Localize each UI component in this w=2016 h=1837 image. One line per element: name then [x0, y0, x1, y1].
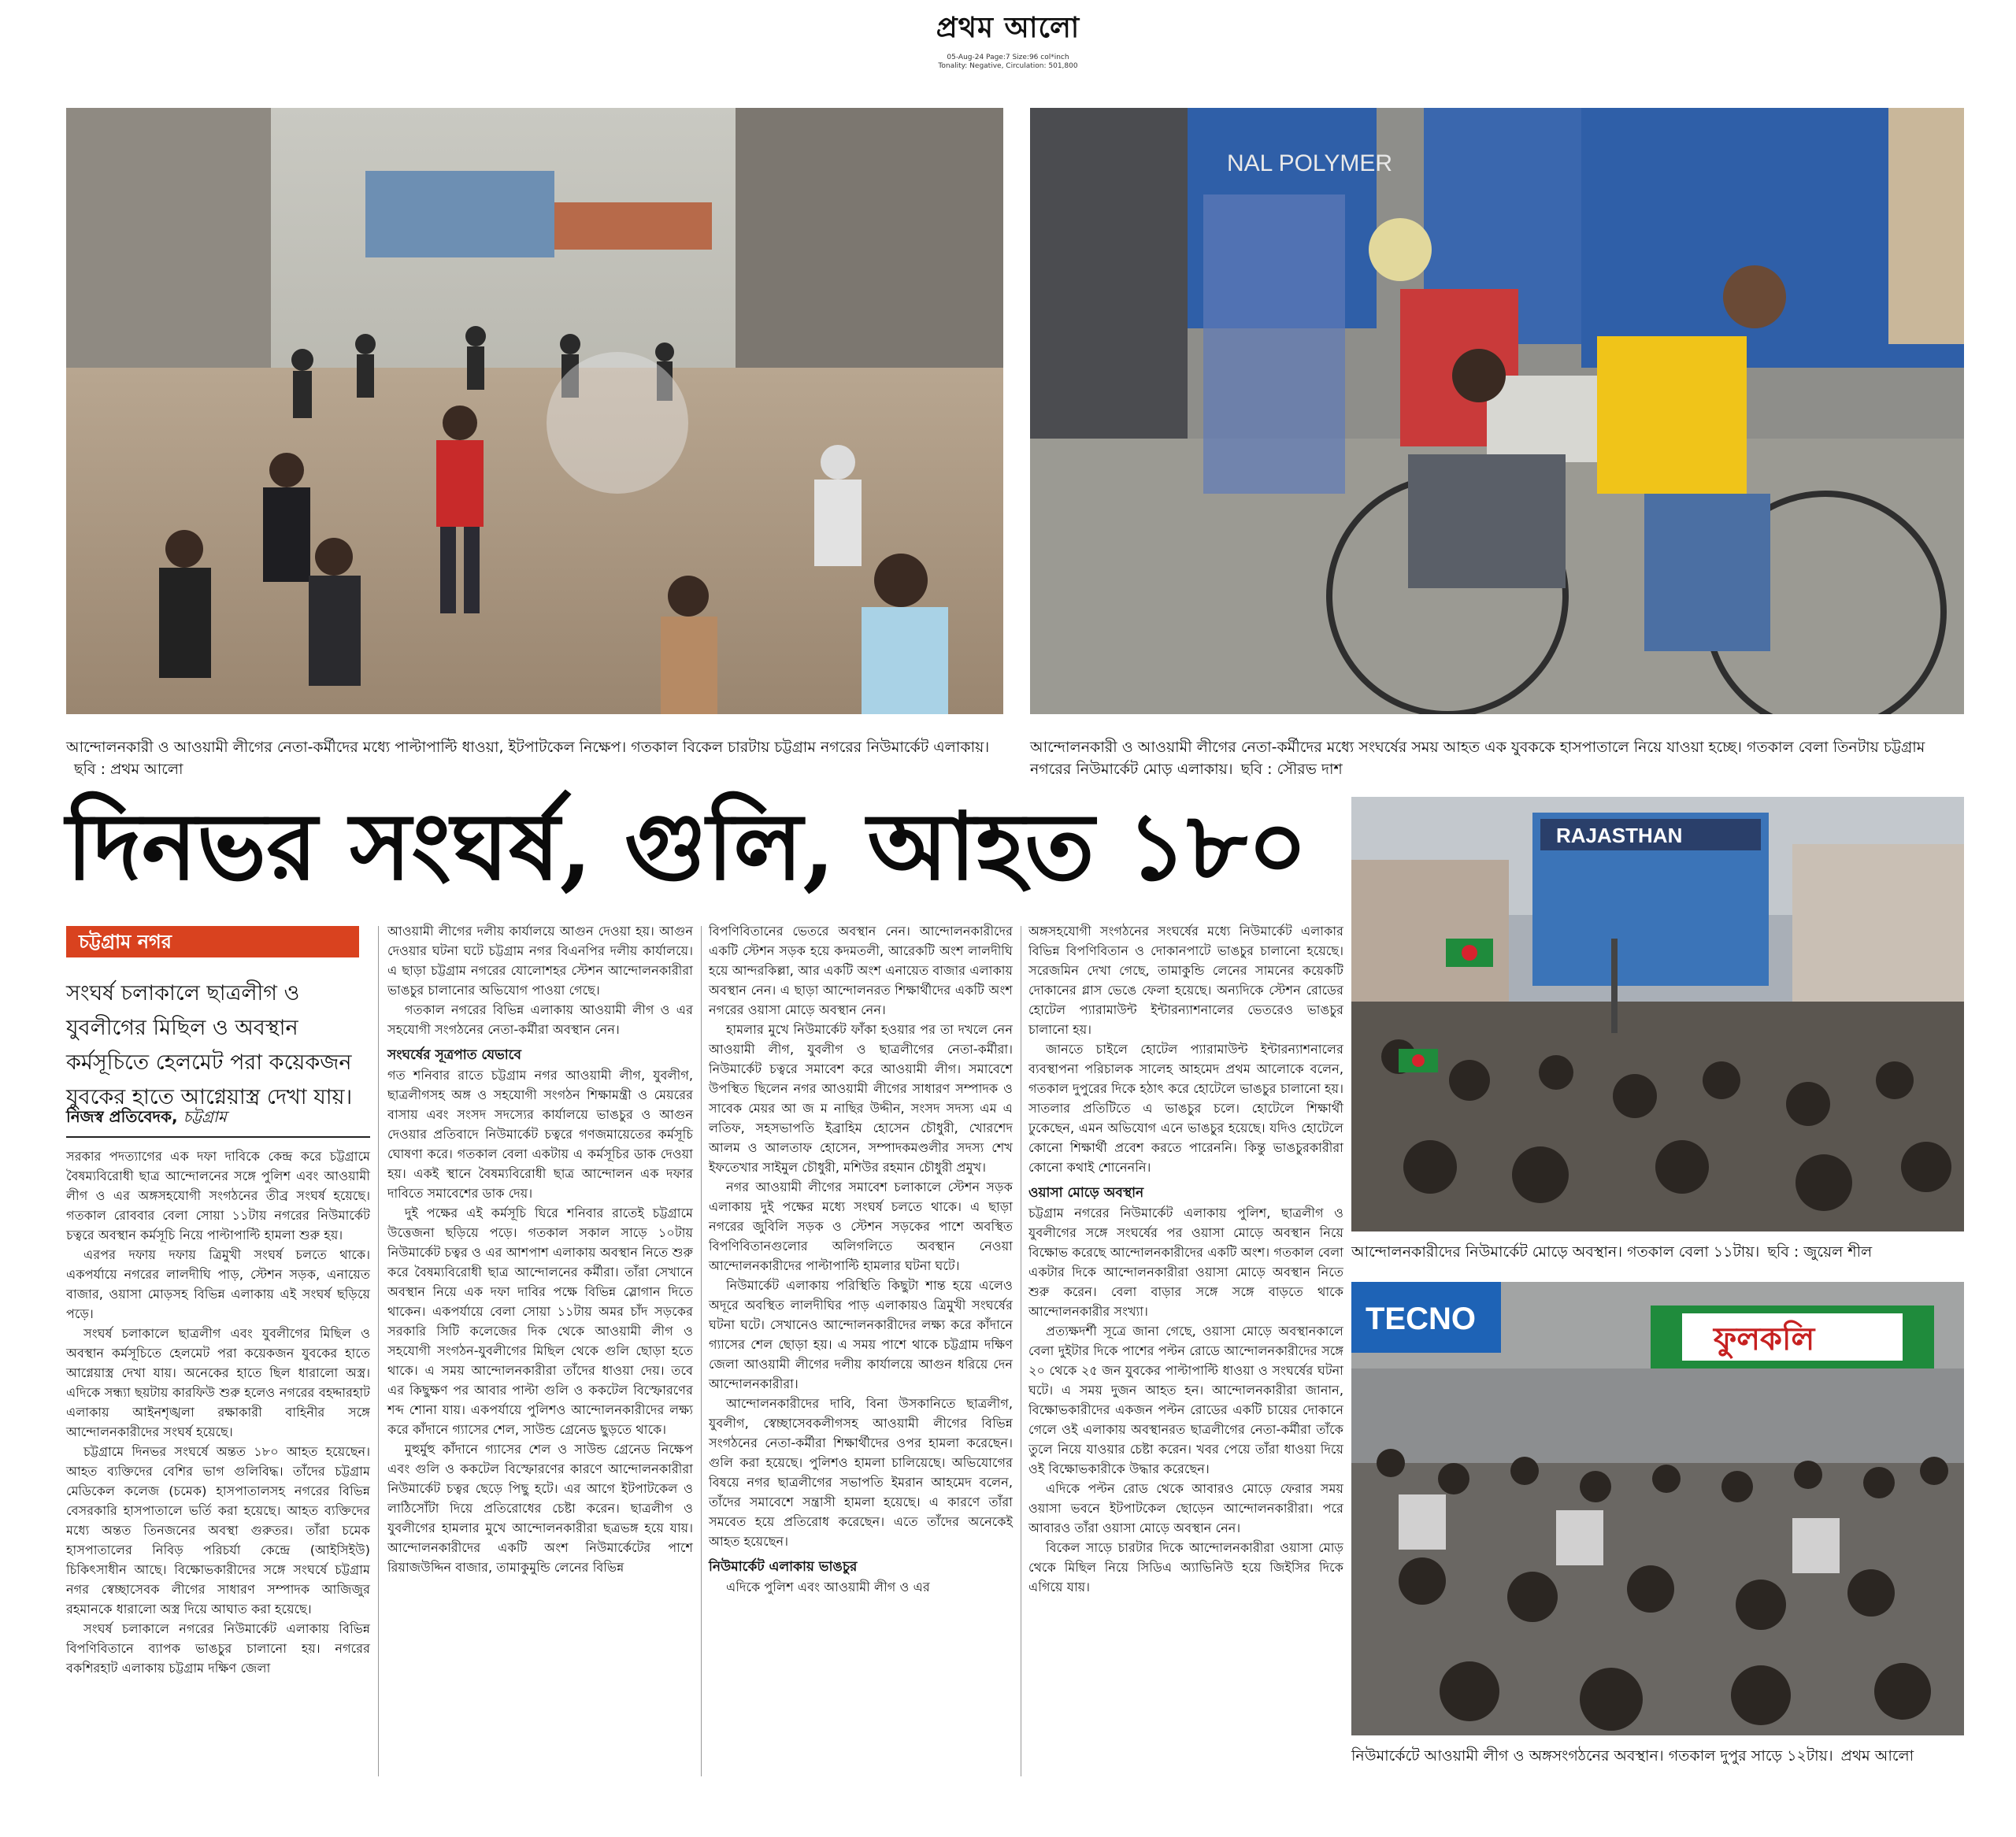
photo-newmarket-crowd: [1351, 797, 1964, 1231]
paragraph: আওয়ামী লীগের দলীয় কার্যালয়ে আগুন দেওয়া হয়। আগুন দেওয়ার ঘটনা ঘটে চট্টগ্রাম নগর বিএনপির দলীয় কার্যালয়ে। এ ছাড়া চট্টগ্রাম নগরের যোলোশহর স্টেশন আন্দোলনকারীরা ভাঙচুর চালানোর অভিযোগ পাওয়া গেছে।: [387, 924, 693, 998]
article-column-1: [66, 1146, 370, 1678]
paragraph: অঙ্গসহযোগী সংগঠনের সংঘর্ষের মধ্যে নিউমার্কেট এলাকার বিভিন্ন বিপণিবিতান ও দোকানপাটে ভাঙচুর চালানো হয়েছে। সরেজমিন দেখা গেছে, তামাকুন্ডি লেনের সামনের কয়েকটি দোকানের গ্লাস ভেঙে ফেলা হয়েছে। অন্যদিকে স্টেশন রোডের হোটেল প্যারামাউন্ট ইন্টারন্যাশনালের ভেতরেও ভাঙচুর চালানো হয়।: [1028, 924, 1343, 1037]
caption-text: নিউমার্কেটে আওয়ামী লীগ ও অঙ্গসংগঠনের অবস্থান। গতকাল দুপুর সাড়ে ১২টায়।: [1351, 1747, 1833, 1765]
paragraph: নগর আওয়ামী লীগের সমাবেশ চলাকালে স্টেশন সড়ক এলাকায় দুই পক্ষের মধ্যে সংঘর্ষ চলতে থাকে। এ ছাড়া নগরের জুবিলি সড়ক ও স্টেশন সড়কের পাশে অবস্থিত বিপণিবিতানগুলোর অলিগলিতে অবস্থান নেওয়া আন্দোলনকারীদের পাল্টাপাল্টি হামলার ঘটনা ঘটে।: [709, 1180, 1013, 1273]
section-tag: চট্টগ্রাম নগর: [66, 926, 359, 957]
caption-top-left: [66, 736, 1003, 780]
caption-text: আন্দোলনকারীদের নিউমার্কেট মোড়ে অবস্থান। গতকাল বেলা ১১টায়।: [1351, 1243, 1760, 1261]
subhead: সংঘর্ষের সূত্রপাত যেভাবে: [387, 1047, 521, 1063]
photo-street-clash: [66, 108, 1003, 714]
article-column-3: [709, 921, 1013, 1597]
photo-rickshaw-injured: [1030, 108, 1964, 714]
paragraph: নিউমার্কেট এলাকায় পরিস্থিতি কিছুটা শান্ত হয়ে এলেও অদূরে অবস্থিত লালদীঘির পাড় এলাকায়ও ত্রিমুখী সংঘর্ষের ঘটনা ঘটে। সেখানেও আন্দোলনকারীদের লক্ষ্য করে কাঁদানে গ্যাসের শেল ছোড়া হয়। এ সময় পাশে থাকে চট্টগ্রাম দক্ষিণ জেলা আওয়ামী লীগের দলীয় কার্যালয়ে আগুন ধরিয়ে দেন আন্দোলনকারীরা।: [709, 1278, 1013, 1391]
paragraph: চট্টগ্রামে দিনভর সংঘর্ষে অন্তত ১৮০ আহত হয়েছেন। আহত ব্যক্তিদের বেশির ভাগ গুলিবিদ্ধ। তাঁদের চট্টগ্রাম মেডিকেল কলেজ (চমেক) হাসপাতালসহ নগরের বিভিন্ন বেসরকারি হাসপাতালে ভর্তি করা হয়েছে। আহত ব্যক্তিদের মধ্যে অন্তত তিনজনের অবস্থা গুরুতর। তাঁরা চমেক হাসপাতালের নিবিড় পরিচর্যা কেন্দ্রে (আইসিইউ) চিকিৎসাধীন আছে। বিক্ষোভকারীদের সঙ্গে সংঘর্ষে চট্টগ্রাম নগর স্বেচ্ছাসেবক লীগের সাধারণ সম্পাদক আজিজুর রহমানকে ধারালো অস্ত্র দিয়ে আঘাত করা হয়েছে।: [66, 1444, 370, 1617]
caption-top-right: [1030, 736, 1967, 780]
paragraph: এদিকে পল্টন রোড থেকে আবারও মোড়ে ফেরার সময় ওয়াসা ভবনে ইটপাটকেল ছোড়েন আন্দোলনকারীরা। পরে আবারও তাঁরা ওয়াসা মোড়ে অবস্থান নেন।: [1028, 1481, 1343, 1535]
caption-text: আন্দোলনকারী ও আওয়ামী লীগের নেতা-কর্মীদের মধ্যে পাল্টাপাল্টি ধাওয়া, ইটপাটকেল নিক্ষেপ। গতকাল বিকেল চারটায় চট্টগ্রাম নগরের নিউমার্কেট এলাকায়।: [66, 739, 990, 756]
sign-polymer: NAL POLYMER: [1227, 150, 1393, 176]
caption-text: আন্দোলনকারী ও আওয়ামী লীগের নেতা-কর্মীদের মধ্যে সংঘর্ষের সময় আহত এক যুবককে হাসপাতালে নিয়ে যাওয়া হচ্ছে। গতকাল বেলা তিনটায় চট্টগ্রাম নগরের নিউমার্কেট মোড় এলাকায়।: [1030, 739, 1925, 778]
headline: দিনভর সংঘর্ষ, গুলি, আহত ১৮০: [66, 791, 1308, 901]
byline: [66, 1106, 370, 1138]
paragraph: সংঘর্ষ চলাকালে নগরের নিউমার্কেট এলাকায় বিভিন্ন বিপণিবিতানে ব্যাপক ভাঙচুর চালানো হয়। নগরের বকশিরহাট এলাকায় চট্টগ্রাম দক্ষিণ জেলা: [66, 1621, 370, 1676]
paragraph: এদিকে পুলিশ এবং আওয়ামী লীগ ও এর: [726, 1580, 930, 1594]
caption-right-bottom: [1351, 1745, 1973, 1767]
photo-credit: প্রথম আলো: [1840, 1747, 1914, 1765]
article-deck: সংঘর্ষ চলাকালে ছাত্রলীগ ও যুবলীগের মিছিল ও অবস্থান কর্মসূচিতে হেলমেট পরা কয়েকজন যুবকের হাতে আগ্নেয়াস্ত্র দেখা যায়।: [66, 981, 353, 1109]
paragraph: সংঘর্ষ চলাকালে ছাত্রলীগ এবং যুবলীগের মিছিল ও অবস্থান কর্মসূচিতে হেলমেট পরা কয়েকজন যুবকের হাতে আগ্নেয়াস্ত্র দেখা যায়। অনেকের হাতে ছিল ধারালো অস্ত্র। এদিকে সন্ধ্যা ছয়টায় কারফিউ শুরু হলেও নগরের বহদ্দারহাট এলাকায় আইনশৃঙ্খলা রক্ষাকারী বাহিনীর সঙ্গে আন্দোলনকারীদের সংঘর্ষ হয়েছে।: [66, 1326, 370, 1439]
subhead: নিউমার্কেট এলাকায় ভাঙচুর: [709, 1559, 858, 1575]
paragraph: এরপর দফায় দফায় ত্রিমুখী সংঘর্ষ চলতে থাকে। একপর্যায়ে নগরের লালদীঘি পাড়, স্টেশন সড়ক, এনায়েত বাজার, ওয়াসা মোড়সহ বিভিন্ন এলাকায় এই সংঘর্ষ ছড়িয়ে পড়ে।: [66, 1247, 370, 1321]
paragraph: বিকেল সাড়ে চারটার দিকে আন্দোলনকারীরা ওয়াসা মোড় থেকে মিছিল নিয়ে সিডিএ অ্যাভিনিউ হয়ে জিইসির দিকে এগিয়ে যায়।: [1028, 1540, 1343, 1594]
column-divider: [378, 926, 379, 1776]
subhead: ওয়াসা মোড়ে অবস্থান: [1028, 1185, 1144, 1201]
paragraph: চট্টগ্রাম নগরের নিউমার্কেট এলাকায় পুলিশ, ছাত্রলীগ ও যুবলীগের সঙ্গে সংঘর্ষের পর ওয়াসা মোড়ে অবস্থান নিয়ে বিক্ষোভ করেছে আন্দোলনকারীদের একটি অংশ। গতকাল বেলা একটার দিকে আন্দোলনকারীরা ওয়াসা মোড়ে অবস্থান নিতে শুরু করেন। বেলা বাড়ার সঙ্গে সঙ্গে বাড়তে থাকে আন্দোলনকারীর সংখ্যা।: [1028, 1206, 1343, 1319]
paragraph: হামলার মুখে নিউমার্কেট ফাঁকা হওয়ার পর তা দখলে নেন আওয়ামী লীগ, যুবলীগ ও ছাত্রলীগের নেতা-কর্মীরা। নিউমার্কেট চত্বরে সমাবেশ করে আওয়ামী লীগ। সমাবেশে উপস্থিত ছিলেন নগর আওয়ামী লীগের সাধারণ সম্পাদক ও সাবেক মেয়র আ জ ম নাছির উদ্দীন, সংসদ সদস্য এম এ লতিফ, সহসভাপতি ইব্রাহিম হোসেন চৌধুরী, খোরশেদ আলম ও আলতাফ হোসেন, সম্পাদকমণ্ডলীর সদস্য শেখ ইফতেখার সাইমুল চৌধুরী, মশিউর রহমান চৌধুরী প্রমুখ।: [709, 1022, 1013, 1175]
byline-author: নিজস্ব প্রতিবেদক,: [66, 1107, 178, 1126]
caption-right-mid: [1351, 1241, 1973, 1263]
clipping-meta-line2: Tonality: Negative, Circulation: 501,800: [938, 62, 1078, 70]
article-column-2: [387, 921, 693, 1577]
paragraph: বিপণিবিতানের ভেতরে অবস্থান নেন। আন্দোলনকারীদের একটি স্টেশন সড়ক হয়ে কদমতলী, আরেকটি অংশ লালদীঘি হয়ে আন্দরকিল্লা, আর একটি অংশ এনায়েত বাজার এলাকায় অবস্থান নেন। এ ছাড়া আন্দোলনরত শিক্ষার্থীদের একটি অংশ নগরের ওয়াসা মোড়ে অবস্থান নেন।: [709, 924, 1013, 1017]
clipping-meta-line1: 05-Aug-24 Page:7 Size:96 col*inch: [947, 54, 1069, 61]
photo-credit: ছবি : প্রথম আলো: [74, 761, 183, 778]
sign-tecno: TECNO: [1366, 1302, 1476, 1336]
photo-awami-league-gathering: [1351, 1282, 1964, 1735]
article-column-4: [1028, 921, 1343, 1597]
byline-location: চট্টগ্রাম: [183, 1107, 227, 1126]
paragraph: জানতে চাইলে হোটেল প্যারামাউন্ট ইন্টারন্যাশনালের ব্যবস্থাপনা পরিচালক সালেহ আহমেদ প্রথম আলোকে বলেন, গতকাল দুপুরের দিকে হঠাৎ করে হোটেলে ভাঙচুর চালানো হয়। সাতলার প্রতিটিতে এ ভাঙচুর চলে। হোটেলে শিক্ষার্থী ঢুকেছেন, এমন অভিযোগ এনে ভাঙচুর হয়েছে। যদিও হোটেলে কোনো শিক্ষার্থী প্রবেশ করতে পারেননি। কিন্তু ভাঙচুরকারীরা কোনো কথাই শোনেননি।: [1028, 1042, 1343, 1175]
paragraph: গত শনিবার রাতে চট্টগ্রাম নগর আওয়ামী লীগ, যুবলীগ, ছাত্রলীগসহ অঙ্গ ও সহযোগী সংগঠন শিক্ষামন্ত্রী ও মেয়রের বাসায় এবং সংসদ সদস্যের কার্যালয়ে ভাঙচুর ও আগুন দেওয়ার প্রতিবাদে নিউমার্কেট চত্বরে গণজমায়েতের কর্মসূচি ঘোষণা করে। গতকাল বেলা একটায় এ কর্মসূচির ডাক দেওয়া হয়। একই স্থানে বৈষম্যবিরোধী ছাত্র আন্দোলন এক দফার দাবিতে সমাবেশের ডাক দেয়।: [387, 1068, 693, 1201]
photo-credit: ছবি : জুয়েল শীল: [1767, 1243, 1873, 1261]
paragraph: দুই পক্ষের এই কর্মসূচি ঘিরে শনিবার রাতেই চট্টগ্রামে উত্তেজনা ছড়িয়ে পড়ে। গতকাল সকাল সাড়ে ১০টায় নিউমার্কেট চত্বর ও এর আশপাশ এলাকায় অবস্থান নিতে শুরু করে বৈষম্যবিরোধী ছাত্র আন্দোলনের কর্মীরা। তাঁরা সেখানে অবস্থান নিয়ে এক দফা দাবির পক্ষে বিভিন্ন স্লোগান দিতে থাকেন। একপর্যায়ে বেলা সোয়া ১১টায় অমর চাঁদ সড়কের সরকারি সিটি কলেজের দিক থেকে আওয়ামী লীগ ও সহযোগী সংগঠন-যুবলীগের মিছিল থেকে গুলি ছোড়া হতে থাকে। এ সময় আন্দোলনকারীরা তাঁদের ধাওয়া দেয়। তবে এর কিছুক্ষণ পর আবার পাল্টা গুলি ও ককটেল বিস্ফোরণের শব্দ শোনা যায়। একপর্যায়ে পুলিশও আন্দোলনকারীদের লক্ষ্য করে কাঁদানে গ্যাসের শেল, সাউন্ড গ্রেনেড ছুড়তে থাকে।: [387, 1206, 693, 1437]
newspaper-logo: প্রথম আলো: [936, 12, 1080, 44]
sign-fulkoli: ফুলকলি: [1714, 1321, 1815, 1357]
column-divider: [701, 926, 702, 1776]
sign-rajasthan: RAJASTHAN: [1556, 824, 1683, 847]
paragraph: আন্দোলনকারীদের দাবি, বিনা উসকানিতে ছাত্রলীগ, যুবলীগ, স্বেচ্ছাসেবকলীগসহ আওয়ামী লীগের বিভিন্ন সংগঠনের নেতা-কর্মীরা শিক্ষার্থীদের ওপর হামলা করেছেন। গুলি করা হয়েছে। পুলিশও হামলা চালিয়েছে। অভিযোগের বিষয়ে নগর ছাত্রলীগের সভাপতি ইমরান আহমেদ বলেন, তাঁদের সমাবেশে সন্ত্রাসী হামলা হয়েছে। এ কারণে তাঁরা সমবেত হয়ে প্রতিরোধ করেছেন। এতে তাঁদের অনেকেই আহত হয়েছেন।: [709, 1396, 1013, 1549]
paragraph: গতকাল নগরের বিভিন্ন এলাকায় আওয়ামী লীগ ও এর সহযোগী সংগঠনের নেতা-কর্মীরা অবস্থান নেন।: [387, 1002, 693, 1037]
paragraph: সরকার পদত্যাগের এক দফা দাবিকে কেন্দ্র করে চট্টগ্রামে বৈষম্যবিরোধী ছাত্র আন্দোলনের সঙ্গে পুলিশ এবং আওয়ামী লীগ ও এর অঙ্গসহযোগী সংগঠনের তীব্র সংঘর্ষ হয়েছে। গতকাল রোববার বেলা সোয়া ১১টায় নগরের নিউমার্কেট চত্বরে অবস্থান কর্মসূচি নিয়ে পাল্টাপাল্টি হামলা শুরু হয়।: [66, 1149, 370, 1243]
photo-credit: ছবি : সৌরভ দাশ: [1240, 761, 1343, 778]
paragraph: মুহুর্মুহু কাঁদানে গ্যাসের শেল ও সাউন্ড গ্রেনেড নিক্ষেপ এবং গুলি ও ককটেল বিস্ফোরণের কারণে আন্দোলনকারীরা নিউমার্কেট চত্বর ছেড়ে পিছু হটে। এর আগে ইটপাটকেল ও লাঠিসোঁটা দিয়ে প্রতিরোধের চেষ্টা করেন। ছাত্রলীগ ও যুবলীগের হামলার মুখে আন্দোলনকারীরা ছত্রভঙ্গ হয়ে যায়। আন্দোলনকারীদের একটি অংশ নিউমার্কেটের পাশে রিয়াজউদ্দিন বাজার, তামাকুমুন্ডি লেনের বিভিন্ন: [387, 1442, 693, 1575]
masthead: [929, 6, 1087, 71]
paragraph: প্রত্যক্ষদর্শী সূত্রে জানা গেছে, ওয়াসা মোড়ে অবস্থানকালে বেলা দুইটার দিকে পাশের পল্টন রোডে আন্দোলনকারীদের সঙ্গে ২০ থেকে ২৫ জন যুবকের পাল্টাপাল্টি ধাওয়া ও সংঘর্ষের ঘটনা ঘটে। এ সময় দুজন আহত হন। আন্দোলনকারীরা জানান, বিক্ষোভকারীদের একজন পল্টন রোডের একটি চায়ের দোকানে গেলে ওই এলাকায় অবস্থানরত ছাত্রলীগের নেতা-কর্মীরা তাঁকে তুলে নিয়ে যাওয়ার চেষ্টা করেন। খবর পেয়ে তাঁরা ধাওয়া দিয়ে ওই বিক্ষোভকারীকে উদ্ধার করেছেন।: [1028, 1324, 1343, 1476]
